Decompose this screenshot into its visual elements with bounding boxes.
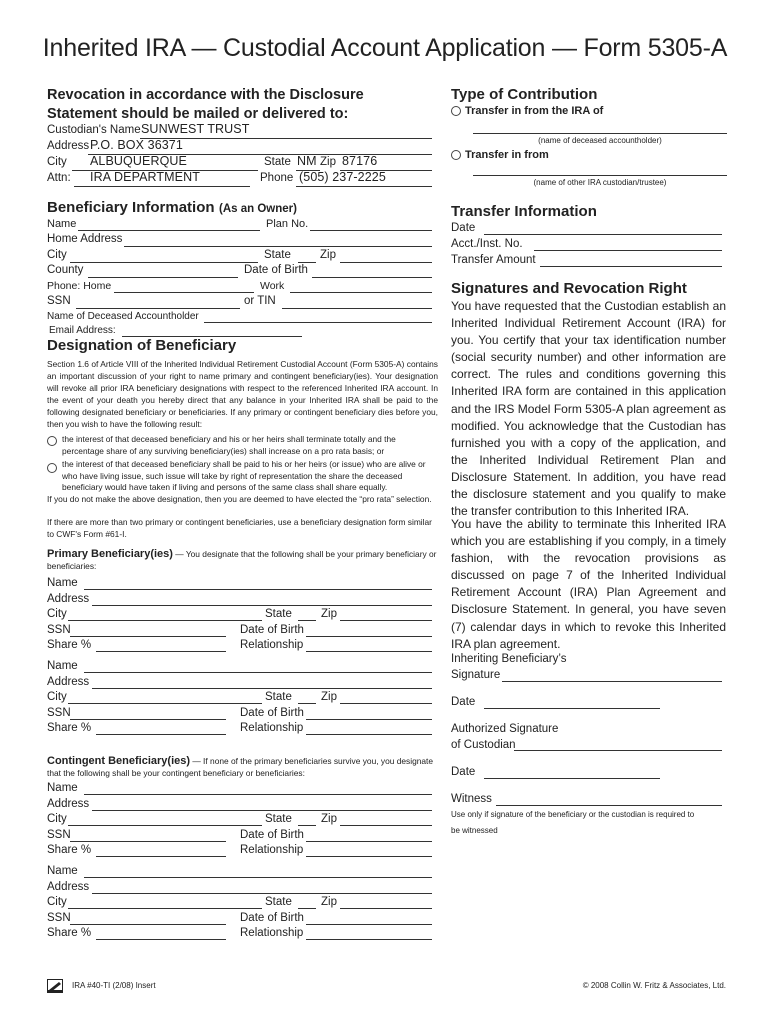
- caption-deceased: (name of deceased accountholder): [538, 136, 662, 145]
- beneficiary-1-field-input[interactable]: [306, 636, 432, 637]
- zip-value[interactable]: 87176: [342, 154, 378, 168]
- beneficiary-2-address-label: Address: [47, 675, 90, 688]
- phone-value[interactable]: (505) 237-2225: [299, 170, 386, 184]
- phone-home-label: Phone: Home: [47, 280, 112, 292]
- beneficiary-2-city-label: City: [47, 691, 67, 703]
- county-input[interactable]: [88, 277, 238, 278]
- beneficiary-4-name-label: Name: [47, 865, 78, 877]
- witness-input[interactable]: [496, 805, 722, 806]
- beneficiary-1-zip-label: Zip: [321, 608, 337, 620]
- form-id: IRA #40-TI (2/08) Insert: [72, 981, 156, 990]
- beneficiary-info-heading: Beneficiary Information (As an Owner): [47, 199, 297, 216]
- ben-state-label: State: [264, 249, 291, 261]
- ben-ssn-input[interactable]: [76, 308, 240, 309]
- beneficiary-4-field-input[interactable]: [96, 939, 226, 940]
- beneficiary-4-field-input[interactable]: [340, 908, 432, 909]
- ben-name-label: Name: [47, 218, 77, 230]
- beneficiary-3-field-input[interactable]: [68, 825, 262, 826]
- beneficiary-3-zip-label: Zip: [321, 813, 337, 825]
- beneficiary-4-field-input[interactable]: [306, 924, 432, 925]
- phone-label: Phone: [260, 172, 294, 184]
- tin-label: or TIN: [244, 295, 276, 307]
- contribution-option1-radio[interactable]: [451, 106, 461, 116]
- beneficiary-2-field-input[interactable]: [306, 734, 432, 735]
- beneficiary-2-field-input[interactable]: [92, 688, 432, 689]
- beneficiary-1-state-label: State: [265, 608, 292, 620]
- email-label: Email Address:: [49, 325, 116, 336]
- beneficiary-4-ssn-label: SSN: [47, 911, 71, 924]
- authorized-label-2: of Custodian: [451, 739, 516, 751]
- acct-input[interactable]: [534, 250, 722, 251]
- contingent-heading-block: Contingent Beneficiary(ies) — If none of the primary beneficiaries survive you, you designate that the following shall be your contingent beneficiary or beneficiaries:: [47, 755, 434, 778]
- beneficiary-1-field-input[interactable]: [70, 636, 226, 637]
- ben-state-input[interactable]: [298, 262, 316, 263]
- contribution-heading: Type of Contribution: [451, 86, 598, 103]
- beneficiary-2-field-input[interactable]: [306, 719, 432, 720]
- county-label: County: [47, 264, 84, 276]
- beneficiary-1-address-label: Address: [47, 592, 90, 605]
- contribution-option2[interactable]: Transfer in from: [451, 149, 549, 161]
- beneficiary-4-relationship-label: Relationship: [240, 927, 304, 939]
- beneficiary-4-zip-label: Zip: [321, 896, 337, 908]
- beneficiary-3-field-input[interactable]: [92, 810, 432, 811]
- beneficiary-3-share-label: Share %: [47, 844, 92, 856]
- transfer-heading: Transfer Information: [451, 203, 597, 220]
- beneficiary-4-field-input[interactable]: [70, 924, 226, 925]
- beneficiary-2-name-label: Name: [47, 660, 78, 672]
- transfer-date-input[interactable]: [484, 234, 722, 235]
- witness-note-2: be witnessed: [451, 826, 498, 835]
- ben-ssn-label: SSN: [47, 295, 71, 307]
- beneficiary-3-field-input[interactable]: [298, 825, 316, 826]
- page-title: Inherited IRA — Custodial Account Application — Form 5305-A: [42, 34, 728, 62]
- option2-radio[interactable]: [47, 459, 61, 477]
- revocation-heading-1: Revocation in accordance with the Disclosure: [47, 87, 364, 103]
- beneficiary-3-dob-label: Date of Birth: [240, 828, 304, 841]
- beneficiary-1-city-label: City: [47, 608, 67, 620]
- amount-input[interactable]: [540, 266, 722, 267]
- custodian-name-value[interactable]: SUNWEST TRUST: [141, 122, 250, 136]
- beneficiary-1-ssn-label: SSN: [47, 623, 71, 636]
- state-value[interactable]: NM: [297, 154, 317, 168]
- beneficiary-2-field-input[interactable]: [70, 719, 226, 720]
- city-label: City: [47, 156, 67, 168]
- custodian-name-label: Custodian's Name: [47, 124, 141, 136]
- beneficiary-4-field-input[interactable]: [92, 893, 432, 894]
- home-address-label: Home Address: [47, 233, 123, 245]
- beneficiary-3-state-label: State: [265, 813, 292, 825]
- option1-radio[interactable]: [47, 432, 61, 450]
- beneficiary-2-field-input[interactable]: [298, 703, 316, 704]
- beneficiary-3-field-input[interactable]: [96, 856, 226, 857]
- beneficiary-3-field-input[interactable]: [306, 841, 432, 842]
- beneficiary-2-field-input[interactable]: [68, 703, 262, 704]
- beneficiary-2-dob-label: Date of Birth: [240, 706, 304, 719]
- signatures-paragraph-2: You have the ability to terminate this Inherited IRA which you are establishing if you comply, in a timely fashion, with the revocation provisions as discussed on page 7 of the Inherited Individual Retirement Account (IRA) Plan Agreement and Disclosure Statement. In general, you have seven (7) calendar days in which to revoke this Inherited IRA plan agreement.: [451, 517, 726, 651]
- deceased-accountholder-input[interactable]: [473, 133, 727, 134]
- inheriting-label-1: Inheriting Beneficiary’s: [451, 653, 567, 665]
- attn-value[interactable]: IRA DEPARTMENT: [90, 170, 200, 184]
- beneficiary-2-relationship-label: Relationship: [240, 722, 304, 734]
- beneficiary-3-field-input[interactable]: [306, 856, 432, 857]
- beneficiary-4-field-input[interactable]: [298, 908, 316, 909]
- acct-label: Acct./Inst. No.: [451, 238, 523, 250]
- beneficiary-1-field-input[interactable]: [306, 651, 432, 652]
- plan-no-input[interactable]: [310, 230, 432, 231]
- work-label: Work: [260, 280, 285, 292]
- beneficiary-3-field-input[interactable]: [84, 794, 432, 795]
- beneficiary-3-address-label: Address: [47, 797, 90, 810]
- beneficiary-3-field-input[interactable]: [340, 825, 432, 826]
- beneficiary-3-ssn-label: SSN: [47, 828, 71, 841]
- custodian-signature-input[interactable]: [514, 750, 722, 751]
- tin-input[interactable]: [282, 308, 432, 309]
- inheriting-label-2: Signature: [451, 669, 501, 681]
- beneficiary-4-field-input[interactable]: [84, 877, 432, 878]
- beneficiary-4-dob-label: Date of Birth: [240, 911, 304, 924]
- copyright: © 2008 Collin W. Fritz & Associates, Ltd.: [582, 981, 726, 990]
- form-logo-icon: [47, 979, 63, 993]
- attn-label: Attn:: [47, 172, 71, 184]
- ben-dob-input[interactable]: [312, 277, 432, 278]
- contribution-option1[interactable]: Transfer in from the IRA of: [451, 105, 603, 117]
- signatures-paragraph-1: You have requested that the Custodian establish an Inherited Individual Retirement Account (IRA) for you. You certify that your tax identification number (social security number) and other information are correct. The rules and conditions governing this Inherited IRA form are contained in this application and the IRS Model Form 5305-A plan agreement as modified. You acknowledge that the Custodian has furnished you with a copy of the application, and the Inherited Individual Retirement Plan and Disclosure Statement. In addition, you have read the disclosure statement and you qualify to make the transfer contribution to this Inherited IRA.: [451, 299, 726, 519]
- beneficiary-3-relationship-label: Relationship: [240, 844, 304, 856]
- revocation-heading-2: Statement should be mailed or delivered to:: [47, 106, 349, 122]
- deceased-input[interactable]: [204, 322, 432, 323]
- beneficiary-4-share-label: Share %: [47, 927, 92, 939]
- option1-text: the interest of that deceased beneficiary and his or her heirs shall terminate totally and the percentage share of any surviving beneficiary(ies) shall increase on a pro rata basis; or: [62, 434, 396, 456]
- amount-label: Transfer Amount: [451, 254, 536, 266]
- other-custodian-input[interactable]: [473, 175, 727, 176]
- contribution-option2-radio[interactable]: [451, 150, 461, 160]
- ben-city-label: City: [47, 249, 67, 261]
- beneficiary-1-field-input[interactable]: [96, 651, 226, 652]
- pro-rata-note: If you do not make the above designation, then you are deemed to have elected the “pro rata” selection.: [47, 494, 432, 504]
- sig-date2-input[interactable]: [484, 778, 660, 779]
- plan-no-label: Plan No.: [266, 218, 309, 230]
- beneficiary-2-field-input[interactable]: [340, 703, 432, 704]
- beneficiary-2-ssn-label: SSN: [47, 706, 71, 719]
- ben-zip-input[interactable]: [340, 262, 432, 263]
- witness-note-1: Use only if signature of the beneficiary or the custodian is required to: [451, 810, 695, 819]
- sig-date-input[interactable]: [484, 708, 660, 709]
- witness-label: Witness: [451, 793, 492, 805]
- beneficiary-2-zip-label: Zip: [321, 691, 337, 703]
- zip-label: Zip: [320, 156, 336, 168]
- sig-date-label: Date: [451, 696, 476, 708]
- caption-custodian: (name of other IRA custodian/trustee): [533, 178, 667, 187]
- beneficiary-2-field-input[interactable]: [96, 734, 226, 735]
- beneficiary-1-field-input[interactable]: [68, 620, 262, 621]
- ben-city-input[interactable]: [70, 262, 258, 263]
- beneficiary-signature-input[interactable]: [502, 681, 722, 682]
- more-beneficiaries-note: If there are more than two primary or contingent beneficiaries, use a beneficiary designation form similar to CWF's Form #61-I.: [47, 517, 432, 539]
- city-value[interactable]: ALBUQUERQUE: [90, 154, 187, 168]
- primary-heading-block: Primary Beneficiary(ies) — You designate that the following shall be your primary beneficiary or beneficiaries:: [47, 548, 437, 571]
- beneficiary-3-field-input[interactable]: [70, 841, 226, 842]
- beneficiary-1-field-input[interactable]: [298, 620, 316, 621]
- beneficiary-4-address-label: Address: [47, 880, 90, 893]
- beneficiary-1-share-label: Share %: [47, 639, 92, 651]
- address-value[interactable]: P.O. BOX 36371: [90, 138, 183, 152]
- designation-heading: Designation of Beneficiary: [47, 337, 237, 354]
- designation-paragraph: Section 1.6 of Article VIII of the Inherited Individual Retirement Custodial Account (Form 5305-A) contains an important discussion of your right to name primary and contingent beneficiary(ies). Your designation will revoke all prior IRA beneficiary designations with respect to the referenced Inherited IRA account. In the event of your death you hereby direct that any balance in your Inherited IRA shall be paid to the following designated beneficiary or beneficiaries. If any primary or contingent beneficiary dies before you, then you wish to have the following result:: [47, 359, 438, 430]
- home-address-input[interactable]: [124, 246, 432, 247]
- authorized-label-1: Authorized Signature: [451, 723, 559, 735]
- sig-date2-label: Date: [451, 766, 476, 778]
- transfer-date-label: Date: [451, 222, 476, 234]
- beneficiary-1-relationship-label: Relationship: [240, 639, 304, 651]
- work-input[interactable]: [290, 292, 432, 293]
- beneficiary-4-field-input[interactable]: [68, 908, 262, 909]
- beneficiary-3-city-label: City: [47, 813, 67, 825]
- beneficiary-1-field-input[interactable]: [92, 605, 432, 606]
- signatures-heading: Signatures and Revocation Right: [451, 280, 687, 297]
- beneficiary-1-field-input[interactable]: [84, 589, 432, 590]
- option2-text: the interest of that deceased beneficiary shall be paid to his or her heirs (or issue) who are alive or who have living issue, such issue will take by right of representation the share the deceased beneficiary would have taken if living and persons of the same class shall share equally.: [62, 459, 426, 492]
- state-label: State: [264, 156, 291, 168]
- address-label: Address: [47, 140, 90, 152]
- phone-home-input[interactable]: [114, 292, 254, 293]
- beneficiary-3-name-label: Name: [47, 782, 78, 794]
- deceased-label: Name of Deceased Accountholder: [47, 311, 199, 322]
- ben-dob-label: Date of Birth: [244, 264, 308, 276]
- ben-name-input[interactable]: [78, 230, 260, 231]
- beneficiary-2-field-input[interactable]: [84, 672, 432, 673]
- beneficiary-1-name-label: Name: [47, 577, 78, 589]
- beneficiary-4-city-label: City: [47, 896, 67, 908]
- beneficiary-4-field-input[interactable]: [306, 939, 432, 940]
- beneficiary-1-field-input[interactable]: [340, 620, 432, 621]
- beneficiary-2-state-label: State: [265, 691, 292, 703]
- beneficiary-2-share-label: Share %: [47, 722, 92, 734]
- beneficiary-1-dob-label: Date of Birth: [240, 623, 304, 636]
- ben-zip-label: Zip: [320, 249, 336, 261]
- beneficiary-4-state-label: State: [265, 896, 292, 908]
